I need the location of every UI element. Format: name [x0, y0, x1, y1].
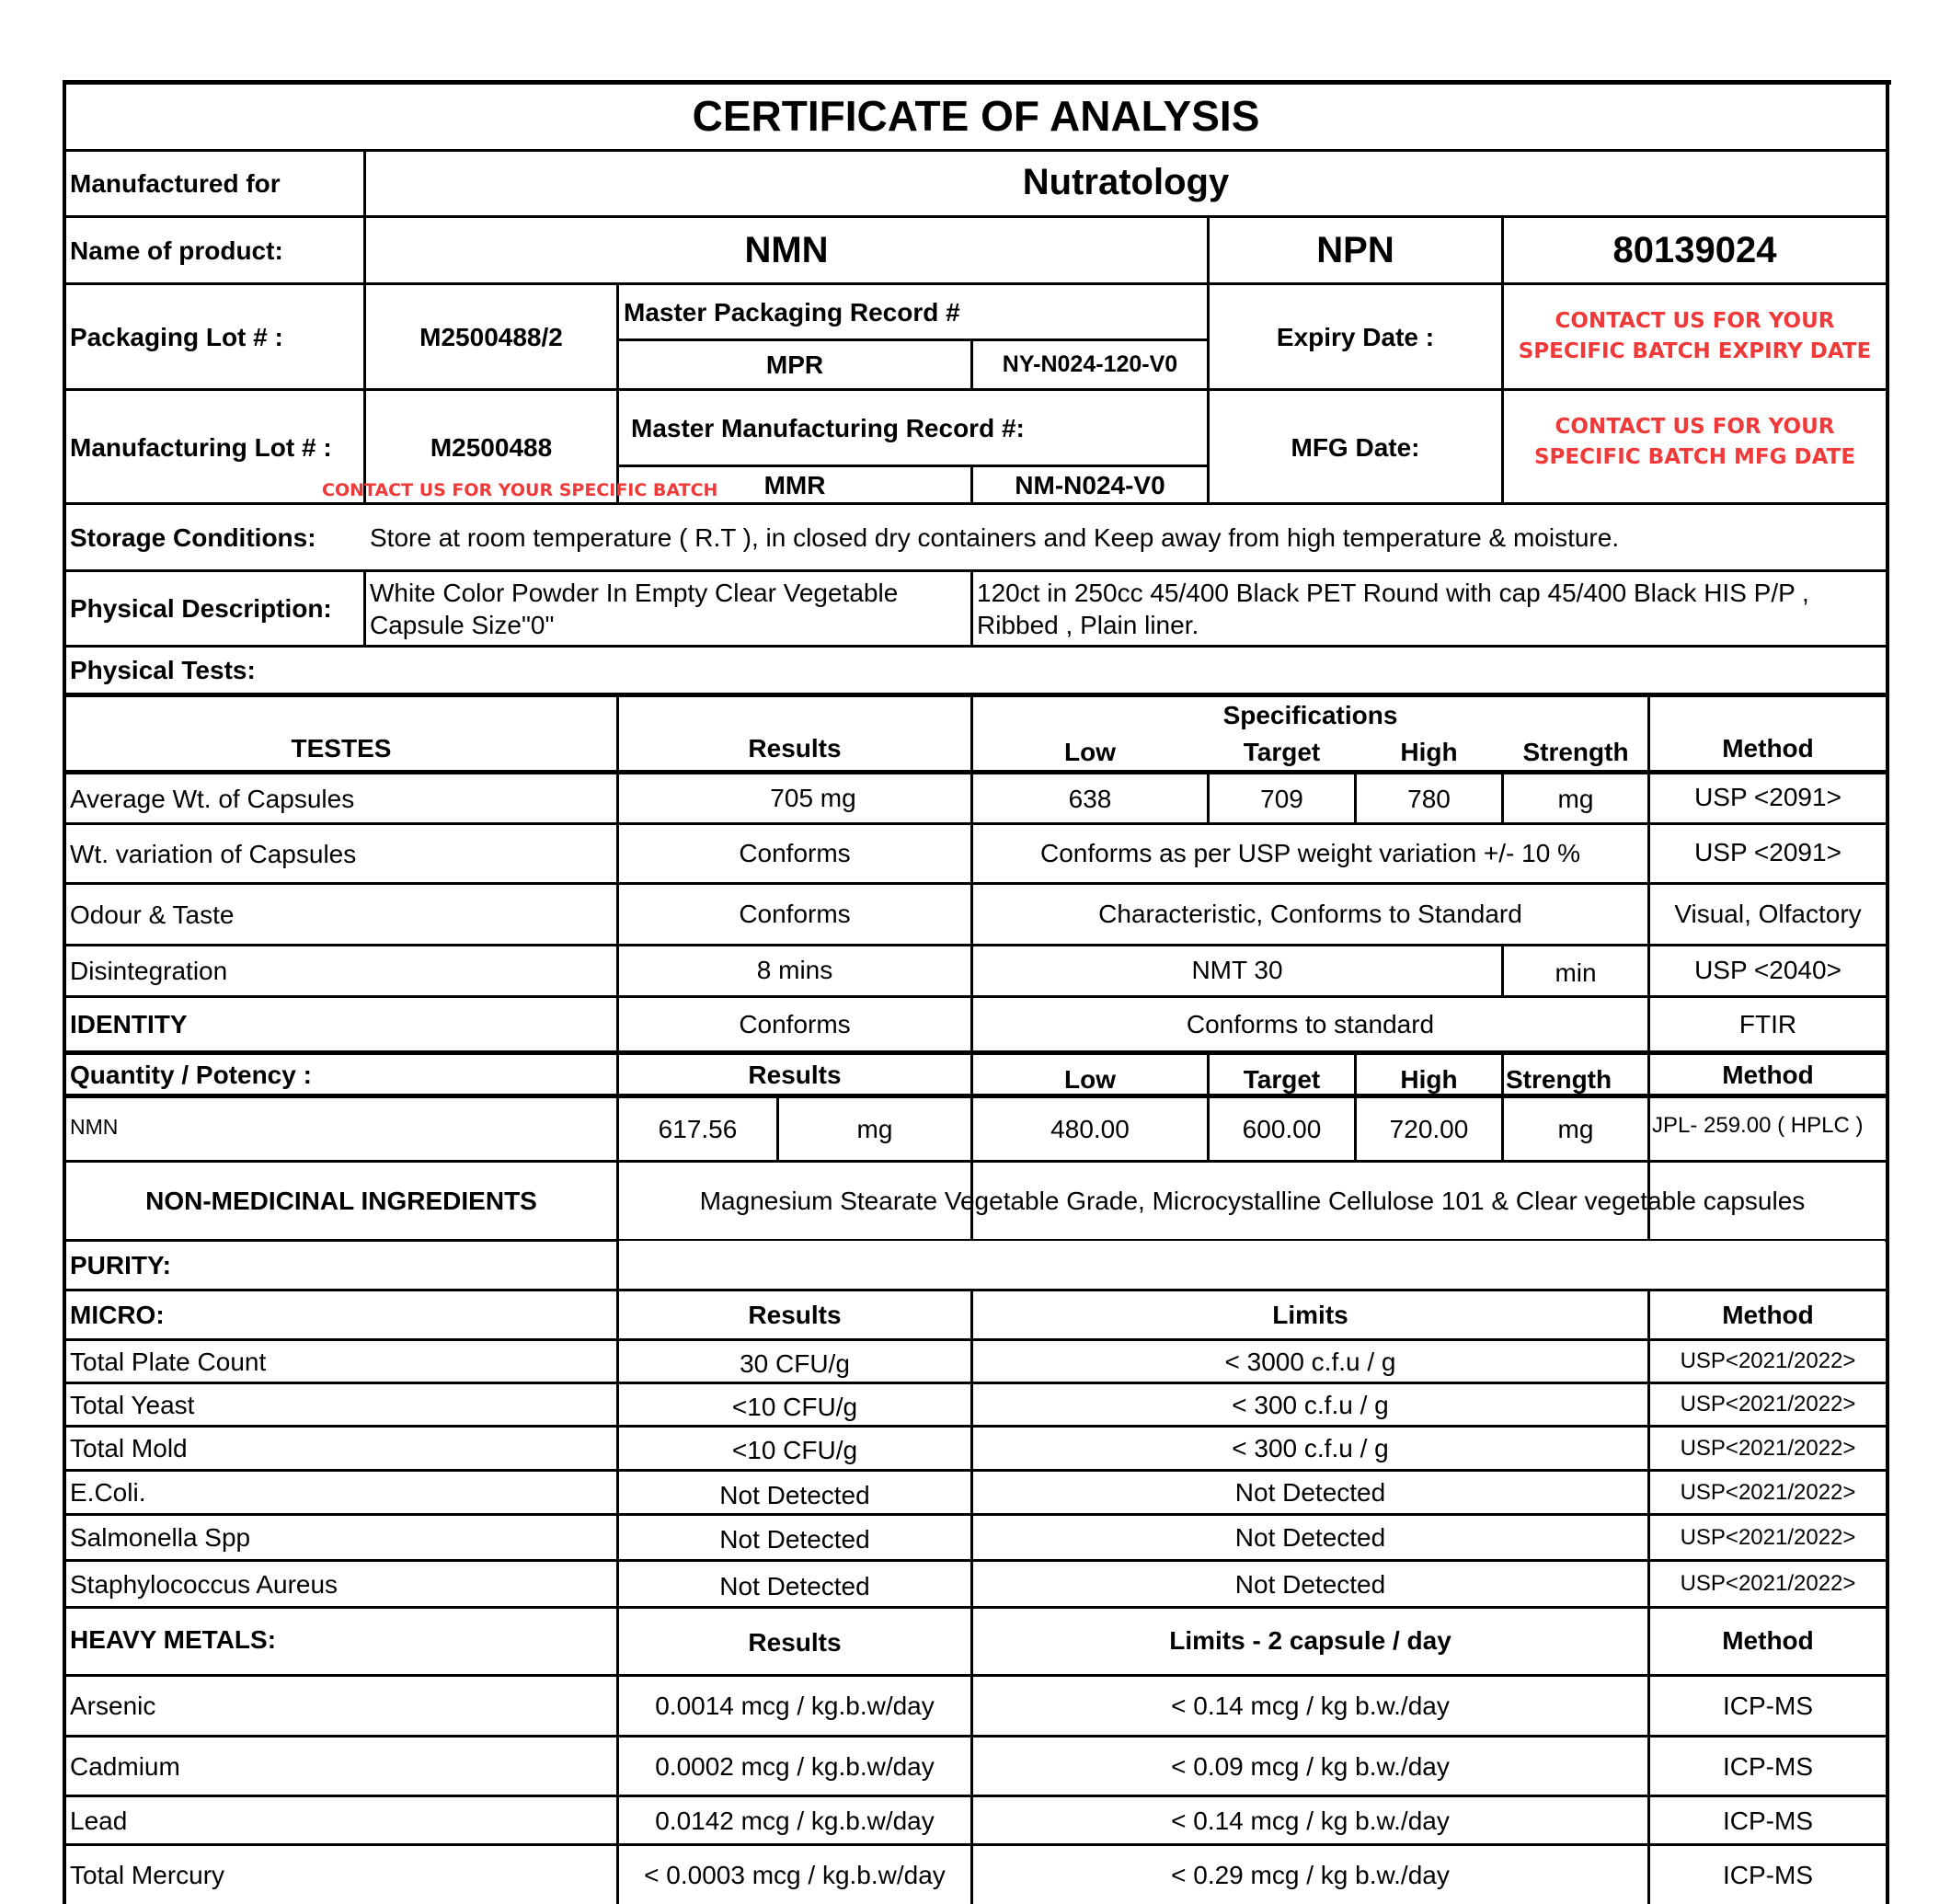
mmr-code: MMR [763, 470, 826, 499]
metal-name: Lead [70, 1806, 128, 1835]
test-spec: Conforms to standard [1186, 1010, 1435, 1038]
physical-description-packaging: 120ct in 250cc 45/400 Black PET Round with cap 45/400 Black HIS P/P , Ribbed , Plain liner. [977, 578, 1809, 639]
potency-strength: mg [1557, 1115, 1594, 1143]
test-name: Odour & Taste [70, 900, 235, 929]
potency-method: JPL- 259.00 ( HPLC ) [1652, 1113, 1864, 1138]
border-right [1886, 80, 1889, 1904]
test-method: USP <2040> [1694, 955, 1841, 984]
mpr-value: NY-N024-120-V0 [1002, 350, 1178, 377]
test-name: Average Wt. of Capsules [70, 784, 355, 813]
micro-test: Total Plate Count [70, 1347, 267, 1376]
col-header-high: High [1400, 737, 1458, 766]
test-name: Disintegration [70, 957, 228, 985]
potency-col-results: Results [748, 1060, 842, 1089]
micro-method: USP<2021/2022> [1680, 1479, 1856, 1505]
expiry-date-value [1504, 285, 1886, 388]
micro-method: USP<2021/2022> [1680, 1348, 1856, 1373]
heavy-metals-col-results: Results [748, 1627, 842, 1657]
test-result: Conforms [739, 838, 851, 867]
physical-description-capsule: White Color Powder In Empty Clear Vegetable Capsule Size"0" [370, 578, 899, 639]
micro-test: Total Yeast [70, 1390, 195, 1419]
border-left [63, 80, 66, 1904]
metal-result: 0.0142 mcg / kg.b.w/day [655, 1806, 935, 1835]
test-name: Wt. variation of Capsules [70, 839, 357, 868]
micro-method: USP<2021/2022> [1680, 1524, 1856, 1550]
test-result: Conforms [739, 899, 851, 928]
micro-result: <10 CFU/g [731, 1436, 858, 1464]
test-result: 8 mins [756, 955, 833, 984]
manufactured-for-value: Nutratology [1022, 162, 1230, 202]
micro-method: USP<2021/2022> [1680, 1392, 1856, 1417]
micro-limit: Not Detected [1234, 1523, 1386, 1552]
micro-test: Total Mold [70, 1434, 188, 1462]
test-result: Conforms [739, 1010, 851, 1038]
spec-target: 709 [1260, 784, 1303, 813]
col-header-tests: TESTES [291, 734, 392, 763]
non-medicinal-value: Magnesium Stearate Vegetable Grade, Microcystalline Cellulose 101 & Clear vegetable capsules [699, 1187, 1806, 1215]
col-header-low: Low [1064, 737, 1116, 766]
test-spec: NMT 30 [1191, 955, 1283, 984]
physical-tests-label: Physical Tests: [70, 656, 256, 684]
potency-col-strength: Strength [1506, 1064, 1612, 1094]
test-method: USP <2091> [1694, 782, 1841, 811]
micro-result: Not Detected [719, 1480, 870, 1509]
metal-limit: < 0.09 mcg / kg b.w./day [1171, 1751, 1450, 1781]
product-name-value: NMN [744, 230, 829, 270]
metal-result: 0.0014 mcg / kg.b.w/day [655, 1692, 935, 1720]
mfg-date-label: MFG Date: [1291, 432, 1420, 462]
micro-limit: < 3000 c.f.u / g [1224, 1347, 1396, 1376]
micro-limit: < 300 c.f.u / g [1232, 1434, 1389, 1462]
micro-limit: Not Detected [1234, 1569, 1386, 1599]
test-method: USP <2091> [1694, 837, 1841, 866]
npn-label: NPN [1316, 230, 1394, 270]
micro-col-limits: Limits [1272, 1301, 1348, 1329]
test-spec: Conforms as per USP weight variation +/- 10 % [1040, 838, 1580, 867]
metal-limit: < 0.14 mcg / kg b.w./day [1171, 1692, 1450, 1720]
npn-value: 80139024 [1612, 230, 1777, 270]
metal-name: Total Mercury [70, 1861, 225, 1889]
potency-label: Quantity / Potency : [70, 1060, 312, 1089]
micro-limit: Not Detected [1234, 1478, 1386, 1507]
metal-method: ICP-MS [1723, 1751, 1813, 1781]
potency-col-high: High [1400, 1064, 1458, 1094]
test-result: 705 mg [770, 783, 856, 812]
potency-target: 600.00 [1242, 1115, 1322, 1143]
purity-label: PURITY: [70, 1251, 171, 1279]
metal-method: ICP-MS [1723, 1806, 1813, 1835]
potency-high: 720.00 [1389, 1115, 1469, 1143]
test-method: Visual, Olfactory [1674, 899, 1862, 928]
potency-ingredient: NMN [70, 1114, 119, 1139]
expiry-note-line1: CONTACT US FOR YOUR [1555, 308, 1835, 333]
micro-test: E.Coli. [70, 1477, 146, 1507]
test-spec: Characteristic, Conforms to Standard [1098, 899, 1522, 928]
potency-col-method: Method [1722, 1060, 1814, 1089]
potency-low: 480.00 [1050, 1115, 1130, 1143]
test-name-identity: IDENTITY [70, 1010, 188, 1038]
test-method: FTIR [1738, 1010, 1797, 1038]
micro-result: <10 CFU/g [731, 1392, 858, 1421]
mpr-code: MPR [765, 350, 824, 379]
mfg-note-line1: CONTACT US FOR YOUR [1555, 414, 1835, 439]
heavy-metals-label: HEAVY METALS: [70, 1624, 277, 1654]
micro-test: Staphylococcus Aureus [70, 1569, 338, 1599]
page-title: CERTIFICATE OF ANALYSIS [692, 92, 1260, 141]
mfg-date-value [1504, 391, 1886, 494]
col-header-method: Method [1722, 734, 1814, 763]
storage-value: Store at room temperature ( R.T ), in closed dry containers and Keep away from high temperature & moisture. [370, 522, 1620, 552]
mfg-lot-label: Manufacturing Lot # : [70, 432, 332, 462]
expiry-note-line2: SPECIFIC BATCH EXPIRY DATE [1518, 339, 1872, 363]
storage-label: Storage Conditions: [70, 522, 316, 552]
product-name-label: Name of product: [70, 235, 283, 265]
metal-result: < 0.0003 mcg / kg.b.w/day [644, 1861, 946, 1889]
metal-method: ICP-MS [1723, 1692, 1813, 1720]
micro-col-results: Results [748, 1301, 842, 1329]
mpr-label: Master Packaging Record # [624, 297, 960, 327]
metal-result: 0.0002 mcg / kg.b.w/day [655, 1751, 935, 1781]
micro-label: MICRO: [70, 1301, 165, 1329]
spec-strength: mg [1557, 784, 1594, 813]
spec-high: 780 [1407, 784, 1451, 813]
metal-limit: < 0.14 mcg / kg b.w./day [1171, 1806, 1450, 1835]
expiry-date-label: Expiry Date : [1276, 322, 1435, 351]
manufactured-for-label: Manufactured for [70, 169, 281, 198]
spec-strength: min [1555, 958, 1597, 987]
potency-result: 617.56 [658, 1115, 738, 1143]
spec-low: 638 [1068, 784, 1112, 813]
micro-result: Not Detected [719, 1571, 870, 1600]
metal-name: Cadmium [70, 1751, 180, 1781]
micro-method: USP<2021/2022> [1680, 1435, 1856, 1461]
col-header-specifications: Specifications [1222, 700, 1398, 729]
non-medicinal-label: NON-MEDICINAL INGREDIENTS [145, 1187, 537, 1215]
metal-name: Arsenic [70, 1692, 156, 1720]
packaging-lot-label: Packaging Lot # : [70, 322, 283, 351]
mfg-lot-value: M2500488 [430, 432, 553, 462]
micro-test: Salmonella Spp [70, 1523, 251, 1552]
physical-description-label: Physical Description: [70, 594, 332, 623]
micro-limit: < 300 c.f.u / g [1232, 1390, 1389, 1419]
potency-col-low: Low [1064, 1064, 1116, 1094]
mfg-note-line2: SPECIFIC BATCH MFG DATE [1533, 445, 1856, 469]
col-header-results: Results [748, 734, 842, 763]
micro-col-method: Method [1722, 1301, 1814, 1329]
mmr-label: Master Manufacturing Record #: [631, 413, 1025, 442]
heavy-metals-col-limits: Limits - 2 capsule / day [1169, 1625, 1451, 1655]
potency-result-unit: mg [856, 1115, 893, 1143]
mfg-lot-note: CONTACT US FOR YOUR SPECIFIC BATCH [322, 480, 718, 500]
micro-method: USP<2021/2022> [1680, 1571, 1856, 1596]
heavy-metals-col-method: Method [1722, 1625, 1814, 1655]
metal-limit: < 0.29 mcg / kg b.w./day [1171, 1861, 1450, 1889]
mmr-value: NM-N024-V0 [1015, 470, 1165, 499]
metal-method: ICP-MS [1723, 1861, 1813, 1889]
col-header-target: Target [1243, 737, 1321, 766]
packaging-lot-value: M2500488/2 [419, 322, 563, 351]
col-header-strength: Strength [1522, 737, 1629, 766]
micro-result: Not Detected [719, 1525, 870, 1554]
potency-col-target: Target [1243, 1064, 1321, 1094]
micro-result: 30 CFU/g [740, 1348, 850, 1378]
